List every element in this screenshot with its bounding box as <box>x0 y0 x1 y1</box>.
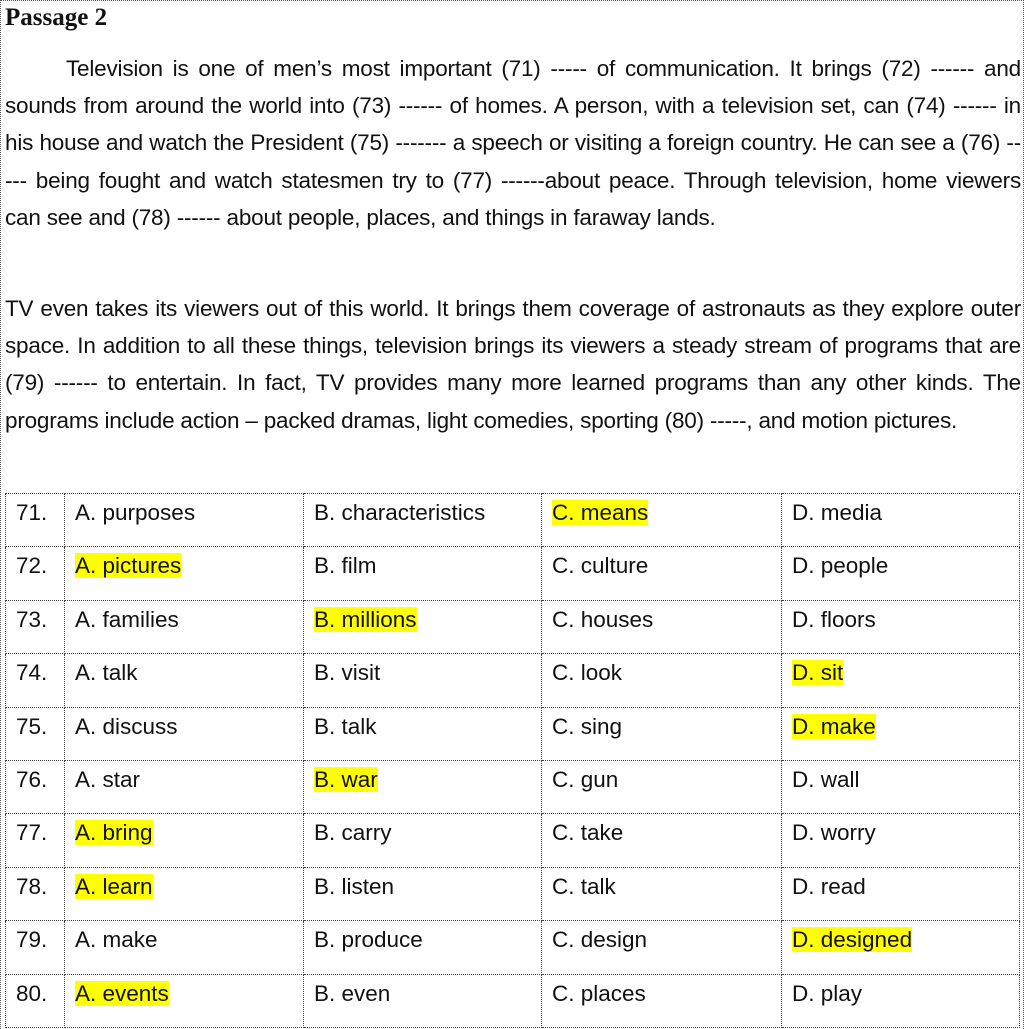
answer-option-cell <box>542 654 782 707</box>
question-row <box>6 814 1020 867</box>
answer-option-text: B. visit <box>314 660 381 686</box>
answer-option-cell <box>304 600 542 653</box>
answer-option-cell <box>304 760 542 813</box>
answer-option-text: C. gun <box>552 766 619 792</box>
highlighted-answer: A. events <box>75 980 169 1006</box>
question-row <box>6 600 1020 653</box>
question-number: 76. <box>6 760 65 813</box>
answer-option-text: D. wall <box>792 766 860 792</box>
answer-option-text: A. star <box>75 766 141 792</box>
answer-option-cell <box>782 760 1020 813</box>
answer-option-cell <box>65 547 304 600</box>
answer-option-cell <box>65 600 304 653</box>
answer-option-text: C. houses <box>552 606 654 632</box>
answer-option-cell <box>782 974 1020 1027</box>
passage-paragraph-1: Television is one of men’s most important (71) ----- of communication. It brings (72) ------ and sounds from around the world into (73) ------ of homes. A person, with a television set, can (74) ------ in his house and watch the President (75) ------- a speech or visiting a foreign country. He can see a (76) ----- being fought and watch statesmen try to (77) ------about peace. Through television, home viewers can see and (78) ------ about people, places, and things in faraway lands. <box>5 56 1021 230</box>
highlighted-answer: B. millions <box>314 606 417 632</box>
answer-option-cell <box>65 654 304 707</box>
question-row <box>6 760 1020 813</box>
question-row <box>6 654 1020 707</box>
answer-option-cell <box>782 867 1020 920</box>
answer-option-text: C. sing <box>552 713 623 739</box>
answer-option-cell <box>65 921 304 974</box>
answer-option-cell <box>65 974 304 1027</box>
question-number: 73. <box>6 600 65 653</box>
answer-option-cell <box>65 760 304 813</box>
answer-option-cell <box>542 707 782 760</box>
answer-option-text: C. places <box>552 980 646 1006</box>
answer-option-text: B. talk <box>314 713 377 739</box>
answer-option-cell <box>782 814 1020 867</box>
answer-option-text: C. take <box>552 820 624 846</box>
answer-option-cell <box>542 760 782 813</box>
answer-option-cell <box>542 494 782 547</box>
answer-option-cell <box>304 974 542 1027</box>
highlighted-answer: A. learn <box>75 873 153 899</box>
answer-option-text: C. culture <box>552 553 649 579</box>
answer-option-text: C. talk <box>552 873 616 899</box>
answer-option-cell <box>65 494 304 547</box>
answer-option-cell <box>782 921 1020 974</box>
highlighted-answer: A. bring <box>75 820 153 846</box>
question-number: 72. <box>6 547 65 600</box>
question-number: 74. <box>6 654 65 707</box>
answer-option-cell <box>542 547 782 600</box>
answer-option-cell <box>782 547 1020 600</box>
question-number: 79. <box>6 921 65 974</box>
passage-paragraph-2: TV even takes its viewers out of this world. It brings them coverage of astronauts as they explore outer space. In addition to all these things, television brings its viewers a steady stream of programs that are (79) ------ to entertain. In fact, TV provides many more learned programs than any other kinds. The programs include action – packed dramas, light comedies, sporting (80) -----, and motion pictures. <box>5 296 1021 433</box>
answer-option-text: D. play <box>792 980 863 1006</box>
highlighted-answer: D. make <box>792 713 876 739</box>
answer-option-cell <box>65 867 304 920</box>
answer-option-cell <box>304 867 542 920</box>
question-row <box>6 494 1020 547</box>
question-number: 80. <box>6 974 65 1027</box>
question-number: 71. <box>6 494 65 547</box>
answer-option-cell <box>304 547 542 600</box>
answer-option-text: C. look <box>552 660 623 686</box>
highlighted-answer: D. sit <box>792 660 844 686</box>
answer-option-cell <box>542 974 782 1027</box>
question-row <box>6 974 1020 1027</box>
question-row <box>6 707 1020 760</box>
answer-option-cell <box>65 814 304 867</box>
answer-option-text: B. even <box>314 980 391 1006</box>
answer-option-cell <box>304 921 542 974</box>
answer-option-cell <box>782 494 1020 547</box>
answer-option-text: A. purposes <box>75 500 196 525</box>
highlighted-answer: B. war <box>314 766 378 792</box>
question-number: 78. <box>6 867 65 920</box>
answer-options-body <box>6 494 1020 1028</box>
answer-option-text: B. produce <box>314 927 423 953</box>
answer-option-text: D. people <box>792 553 889 579</box>
answer-option-text: B. carry <box>314 820 392 846</box>
answer-option-cell <box>542 814 782 867</box>
question-row <box>6 867 1020 920</box>
answer-option-cell <box>782 654 1020 707</box>
answer-option-text: B. characteristics <box>314 500 486 525</box>
answer-option-text: B. listen <box>314 873 395 899</box>
answer-option-text: A. families <box>75 606 179 632</box>
answer-option-cell <box>782 707 1020 760</box>
question-row <box>6 921 1020 974</box>
answer-option-text: D. media <box>792 500 883 525</box>
answer-option-text: D. read <box>792 873 866 899</box>
question-number: 77. <box>6 814 65 867</box>
question-number: 75. <box>6 707 65 760</box>
highlighted-answer: C. means <box>552 500 649 525</box>
answer-option-cell <box>304 494 542 547</box>
highlighted-answer: D. designed <box>792 927 913 953</box>
question-row <box>6 547 1020 600</box>
highlighted-answer: A. pictures <box>75 553 182 579</box>
answer-option-cell <box>65 707 304 760</box>
answer-option-cell <box>304 707 542 760</box>
answer-option-cell <box>782 600 1020 653</box>
answer-options-table <box>5 493 1020 1028</box>
answer-option-text: D. worry <box>792 820 876 846</box>
answer-option-cell <box>304 814 542 867</box>
answer-option-cell <box>542 867 782 920</box>
answer-option-text: B. film <box>314 553 377 579</box>
answer-option-text: A. talk <box>75 660 138 686</box>
answer-option-cell <box>304 654 542 707</box>
answer-option-cell <box>542 600 782 653</box>
answer-option-cell <box>542 921 782 974</box>
answer-option-text: A. make <box>75 927 158 953</box>
answer-option-text: C. design <box>552 927 648 953</box>
answer-option-text: D. floors <box>792 606 876 632</box>
answer-option-text: A. discuss <box>75 713 178 739</box>
passage-title: Passage 2 <box>5 4 108 31</box>
